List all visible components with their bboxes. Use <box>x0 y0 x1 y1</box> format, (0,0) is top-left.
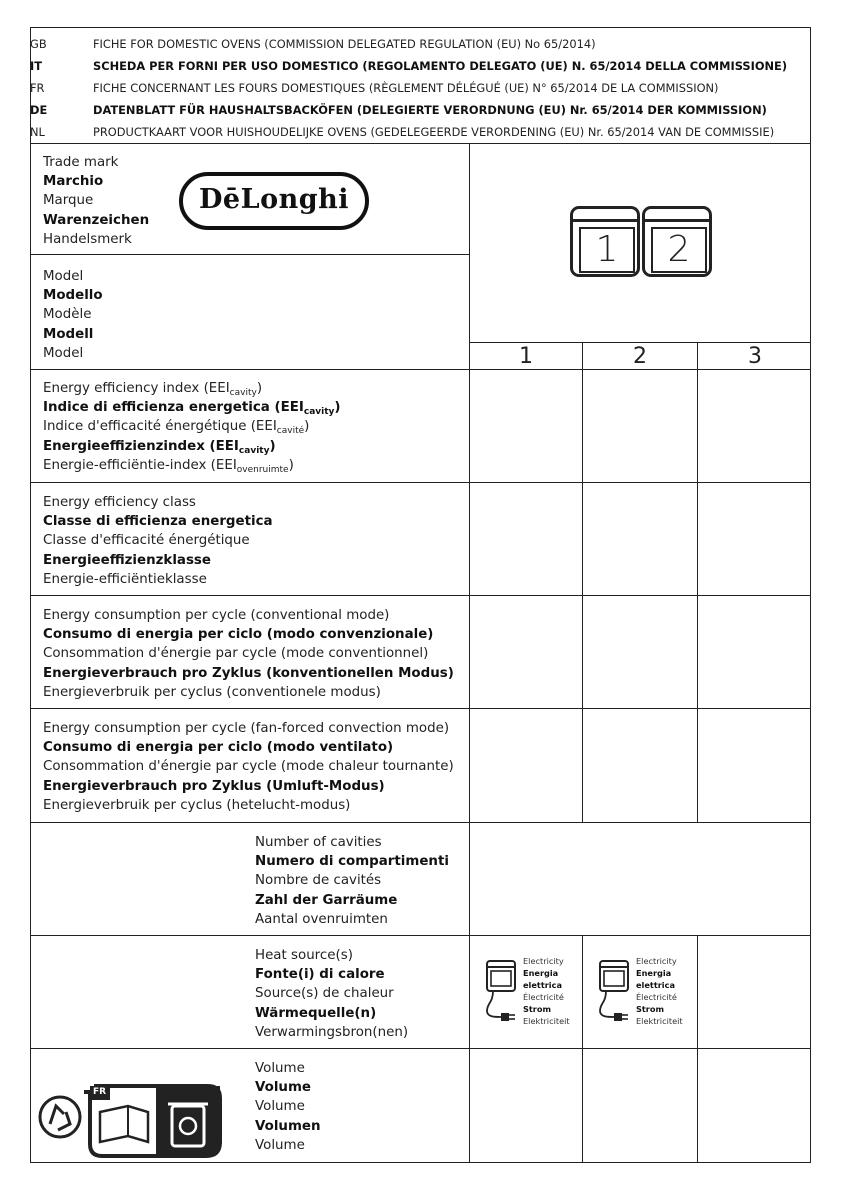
fan-forced-consumption-labels: Energy consumption per cycle (fan-forced convection mode) Consumo di energia per ciclo (modo ventilato) Consommation d'énergie par cycle (mode chaleur tournante) Energieverbrauch pro Zyklus (Umluft-Modus) Energieverbruik per cyclus (hetelucht-modus) <box>43 721 454 813</box>
cavity-2-icon: 2 <box>642 206 712 277</box>
divider <box>582 342 583 822</box>
divider <box>30 1048 811 1049</box>
electricity-text: Electricity Energia elettrica Électricité Strom Elektriciteit <box>523 956 570 1026</box>
column-3-header: 3 <box>748 344 762 369</box>
column-2-header: 2 <box>633 344 647 369</box>
heat-source-electric-2 <box>584 953 696 1031</box>
divider <box>469 143 470 1163</box>
divider <box>30 482 811 483</box>
divider <box>697 342 698 822</box>
divider <box>30 595 811 596</box>
cavity-1-icon: 1 <box>570 206 640 277</box>
column-1-header: 1 <box>519 344 533 369</box>
divider <box>30 254 469 255</box>
delonghi-logo: DēLonghi <box>179 172 369 230</box>
model-labels: Model Modello Modèle Modell Model <box>43 269 103 361</box>
electricity-text: Electricity Energia elettrica Électricité Strom Elektriciteit <box>636 956 683 1026</box>
electric-oven-icon <box>598 959 632 1025</box>
efficiency-class-labels: Energy efficiency class Classe di efficienza energetica Classe d'efficacité énergétique Energieeffizienzklasse Energie-efficiëntieklasse <box>43 495 273 587</box>
heat-source-electric-1 <box>471 953 583 1031</box>
oven-cavities-icon <box>570 206 714 278</box>
cavities-labels: Number of cavities Numero di compartimenti Nombre de cavités Zahl der Garräume Aantal ovenruimten <box>255 835 449 927</box>
conventional-consumption-labels: Energy consumption per cycle (conventional mode) Consumo di energia per ciclo (modo convenzionale) Consommation d'énergie par cycle (mode conventionnel) Energieverbrauch pro Zyklus (konventionellen Modus) Energieverbruik per cyclus (conventionele modus) <box>43 608 454 700</box>
heat-source-labels: Heat source(s) Fonte(i) di calore Source(s) de chaleur Wärmequelle(n) Verwarmingsbron(nen) <box>255 948 409 1040</box>
trademark-labels: Trade mark Marchio Marque Warenzeichen Handelsmerk <box>43 155 150 247</box>
divider <box>30 708 811 709</box>
divider <box>30 822 811 823</box>
divider <box>697 935 698 1163</box>
triman-recycling-logo: FR <box>36 1084 236 1164</box>
triman-icon <box>36 1084 236 1164</box>
eei-labels: Energy efficiency index $(EEI_{cavity})$ Indice di efficienza energetica $(EEI_{cavity})$ Indice d'efficacité énergétique $(EEI_{cavité})$ Energieeffizienzindex $(EEI_{cavity})$ Energie-efficiëntie-index $(EEI_{ovenruimte})$ <box>43 381 341 475</box>
volume-labels: Volume Volume Volume Volumen Volume <box>255 1061 321 1153</box>
divider <box>30 143 811 144</box>
divider <box>30 935 811 936</box>
electric-oven-icon <box>485 959 519 1025</box>
